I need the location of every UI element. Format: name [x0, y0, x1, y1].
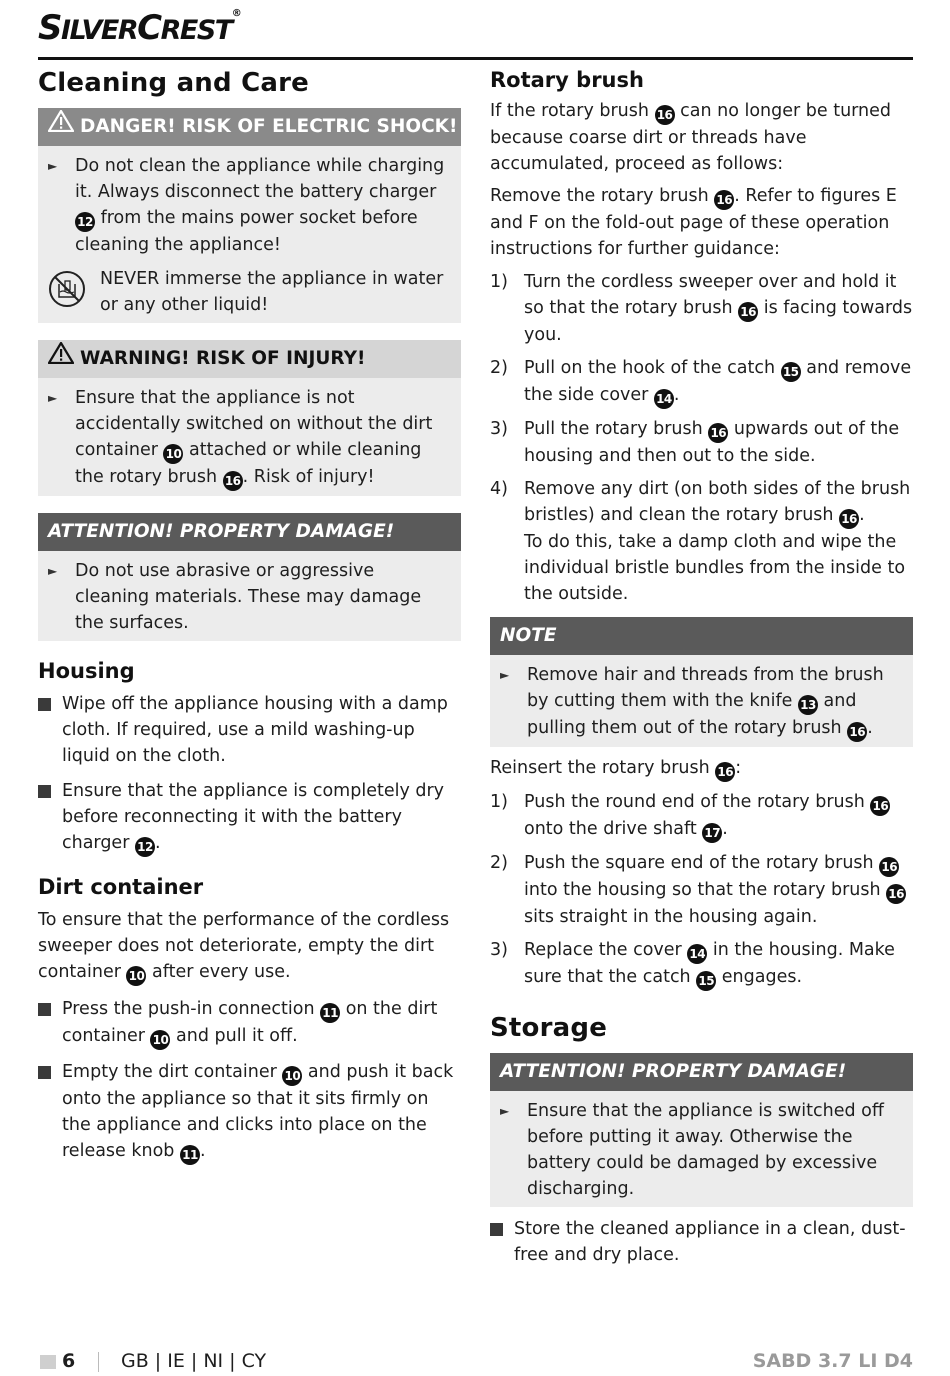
ref-number: 15: [696, 971, 716, 991]
attention-body: [38, 551, 461, 641]
note-body: [490, 655, 913, 747]
ref-number: 11: [180, 1145, 200, 1165]
ref-number: 12: [75, 212, 95, 232]
storage-item: Store the cleaned appliance in a clean, dust-free and dry place.: [490, 1216, 913, 1268]
header-rule: [38, 57, 913, 60]
ref-number: 16: [708, 423, 728, 443]
reinsert-text: Reinsert the rotary brush 16 :: [490, 755, 913, 782]
ref-number: 15: [781, 362, 801, 382]
ref-number: 16: [879, 857, 899, 877]
warning-heading-text: WARNING! RISK OF INJURY!: [80, 348, 366, 369]
square-bullet-icon: [38, 1066, 51, 1079]
section-title-storage: Storage: [490, 1013, 608, 1043]
rotary-remove-text: Remove the rotary brush 16 . Refer to figures E and F on the fold-out page of these operation instructions for further guidance:: [490, 186, 897, 259]
footer-languages: GB | IE | NI | CY: [121, 1350, 267, 1372]
model-number: SABD 3.7 LI D4: [752, 1350, 913, 1372]
ref-number: 16: [655, 105, 675, 125]
left-column: [38, 66, 461, 1165]
attention-box: [38, 513, 461, 641]
arrow-bullet-icon: ►: [48, 391, 58, 405]
right-column: [490, 66, 913, 1268]
footer-square-icon: [40, 1355, 56, 1369]
square-bullet-icon: [490, 1223, 503, 1236]
warning-triangle-icon: [48, 108, 74, 146]
arrow-bullet-icon: ►: [500, 668, 510, 682]
ref-number: 11: [320, 1003, 340, 1023]
warning-box: [38, 340, 461, 496]
square-bullet-icon: [38, 1003, 51, 1016]
page-footer: [38, 1350, 913, 1376]
storage-attention-heading: ATTENTION! PROPERTY DAMAGE!: [490, 1053, 913, 1091]
dirt-item-1: Press the push-in connection 11 on the dirt container 10 and pull it off.: [38, 996, 461, 1050]
attention-item: ► Do not use abrasive or aggressive cleaning materials. These may damage the surfaces.: [48, 558, 451, 636]
square-bullet-icon: [38, 785, 51, 798]
ref-number: 14: [687, 944, 707, 964]
attention-heading: ATTENTION! PROPERTY DAMAGE!: [38, 513, 461, 551]
arrow-bullet-icon: ►: [48, 159, 58, 173]
dirt-item-2: Empty the dirt container 10 and push it back onto the appliance so that it sits firmly on the appliance and clicks into place on the release knob 11 .: [38, 1059, 461, 1165]
storage-attention-box: [490, 1053, 913, 1207]
ref-number: 16: [223, 471, 243, 491]
ref-number: 16: [715, 762, 735, 782]
housing-item-1: Wipe off the appliance housing with a damp cloth. If required, use a mild washing-up liquid on the cloth.: [38, 691, 461, 769]
square-bullet-icon: [38, 698, 51, 711]
reinsert-step-1: 1) Push the round end of the rotary brush 16 onto the drive shaft 17 .: [490, 789, 913, 843]
rotary-step-3: 3) Pull the rotary brush 16 upwards out of the housing and then out to the side.: [490, 419, 900, 466]
ref-number: 16: [886, 884, 906, 904]
note-box: [490, 617, 913, 747]
storage-attention-item: ► Ensure that the appliance is switched off before putting it away. Otherwise the battery could be damaged by excessive discharging.: [500, 1098, 903, 1202]
warning-item: ► Ensure that the appliance is not accidentally switched on without the dirt container 10 attached or while cleaning the rotary brush 16 . Risk of injury!: [48, 385, 451, 491]
brand-logo: SILVERCREST®: [38, 8, 242, 48]
rotary-intro: If the rotary brush 16 can no longer be turned because coarse dirt or threads have accumulated, proceed as follows:: [490, 101, 892, 174]
rotary-step-2: 2) Pull on the hook of the catch 15 and remove the side cover 14 .: [490, 355, 913, 409]
reinsert-step-3: 3) Replace the cover 14 in the housing. Make sure that the catch 15 engages.: [490, 937, 913, 991]
ref-number: 14: [654, 389, 674, 409]
ref-number: 10: [163, 444, 183, 464]
danger-body: [38, 146, 461, 323]
danger-item: ► Do not clean the appliance while charging it. Always disconnect the battery charger 12 from the mains power socket before cleaning the appliance!: [48, 153, 451, 258]
danger-heading: [38, 108, 461, 146]
storage-attention-body: [490, 1091, 913, 1207]
warning-heading: [38, 340, 461, 378]
no-immerse-note: NEVER immerse the appliance in water or any other liquid!: [48, 266, 451, 318]
note-item: ► Remove hair and threads from the brush by cutting them with the knife 13 and pulling them out of the rotary brush 16 .: [500, 662, 903, 742]
footer-divider: [98, 1352, 99, 1372]
ref-number: 16: [847, 722, 867, 742]
rotary-step-1: 1) Turn the cordless sweeper over and hold it so that the rotary brush 16 is facing towards you.: [490, 272, 913, 345]
ref-number: 16: [870, 796, 890, 816]
ref-number: 12: [135, 837, 155, 857]
reinsert-step-2: 2) Push the square end of the rotary brush 16 into the housing so that the rotary brush 16 sits straight in the housing again.: [490, 850, 913, 930]
ref-number: 16: [714, 190, 734, 210]
arrow-bullet-icon: ►: [500, 1104, 510, 1118]
ref-number: 10: [126, 966, 146, 986]
ref-number: 16: [839, 509, 859, 529]
dirt-container-title: Dirt container: [38, 875, 204, 899]
warning-triangle-icon: [48, 340, 74, 378]
ref-number: 10: [150, 1030, 170, 1050]
danger-box: [38, 108, 461, 323]
ref-number: 16: [738, 302, 758, 322]
dirt-intro: To ensure that the performance of the cordless sweeper does not deteriorate, empty the dirt container 10 after every use.: [38, 907, 461, 986]
ref-number: 13: [798, 695, 818, 715]
rotary-step-4: 4) Remove any dirt (on both sides of the brush bristles) and clean the rotary brush 16 . To do this, take a damp cloth and wipe the individual bristle bundles from the inside to the outside.: [490, 479, 911, 604]
rotary-brush-title: Rotary brush: [490, 68, 644, 92]
ref-number: 17: [702, 823, 722, 843]
arrow-bullet-icon: ►: [48, 564, 58, 578]
housing-title: Housing: [38, 659, 135, 683]
warning-body: [38, 378, 461, 496]
page-number: 6: [62, 1350, 76, 1372]
housing-item-2: Ensure that the appliance is completely dry before reconnecting it with the battery charger 12 .: [38, 778, 461, 857]
danger-heading-text: DANGER! RISK OF ELECTRIC SHOCK!: [80, 116, 458, 137]
section-title-cleaning: Cleaning and Care: [38, 68, 309, 98]
note-heading: NOTE: [490, 617, 913, 655]
no-immersion-icon: [48, 270, 86, 316]
ref-number: 10: [282, 1066, 302, 1086]
